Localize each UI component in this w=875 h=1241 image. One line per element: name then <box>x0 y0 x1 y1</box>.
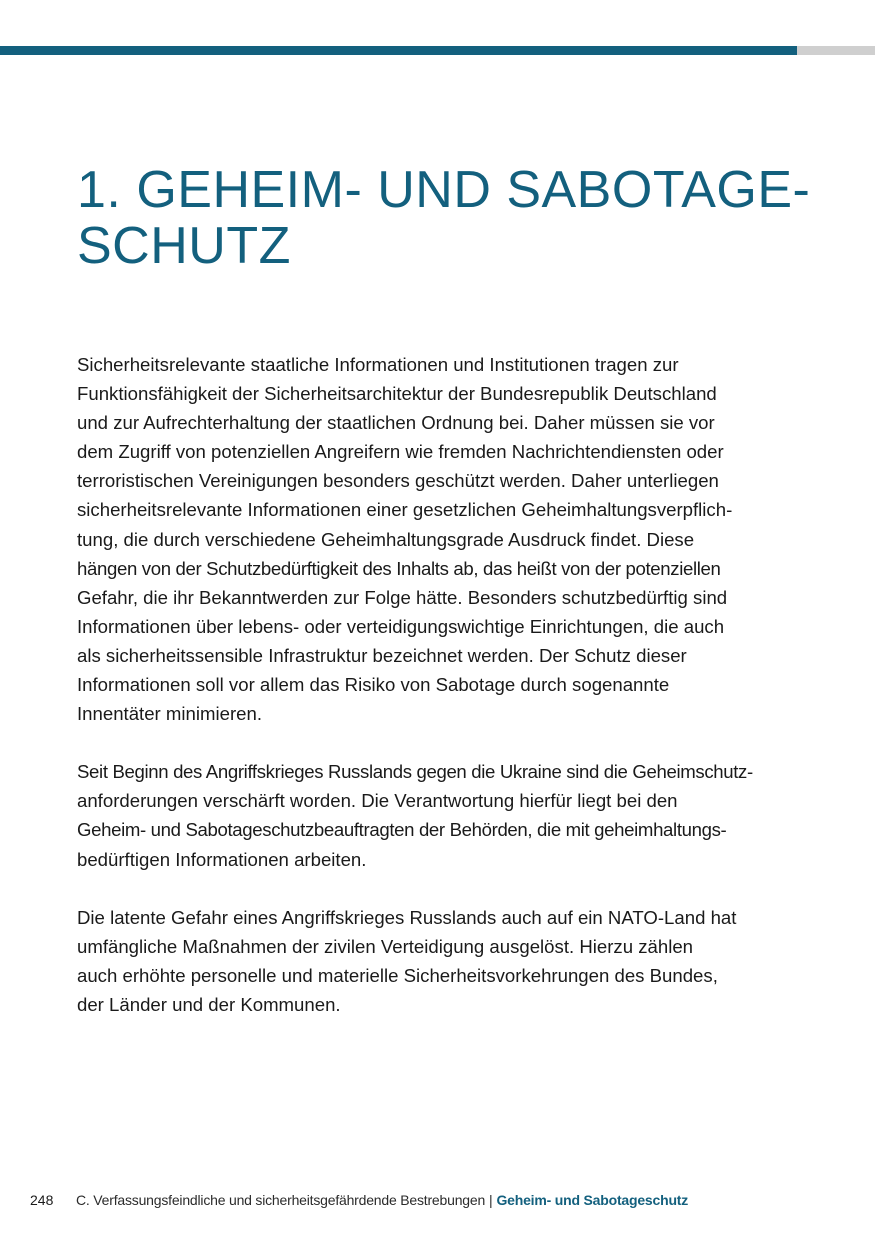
footer-section-label: C. Verfassungsfeindliche und sicherheitsgefährdende Bestrebungen <box>76 1192 486 1208</box>
page-title-line: SCHUTZ <box>77 217 291 275</box>
text-line: Innentäter minimieren. <box>77 703 262 725</box>
text-line: Seit Beginn des Angriffskrieges Russlands gegen die Ukraine sind die Geheimschutz- <box>77 761 753 783</box>
text-line: tung, die durch verschiedene Geheimhaltungsgrade Ausdruck findet. Diese <box>77 528 695 550</box>
footer-current-chapter: Geheim- und Sabotageschutz <box>496 1192 689 1208</box>
text-line: und zur Aufrechterhaltung der staatlichen Ordnung bei. Daher müssen sie vor <box>77 412 715 434</box>
text-line: Geheim- und Sabotageschutzbeauftragten der Behörden, die mit geheimhaltungs- <box>77 819 727 841</box>
text-line: terroristischen Vereinigungen besonders geschützt werden. Daher unterliegen <box>77 470 719 492</box>
text-line: der Länder und der Kommunen. <box>77 993 341 1015</box>
text-line: Informationen soll vor allem das Risiko von Sabotage durch sogenannte <box>77 674 670 696</box>
paragraph-2 <box>77 757 807 873</box>
page-title-line: 1. GEHEIM- UND SABOTAGE- <box>77 161 811 219</box>
footer-separator: | <box>488 1192 493 1208</box>
header-gray-bar <box>797 46 875 55</box>
text-line: Die latente Gefahr eines Angriffskrieges Russlands auch auf ein NATO-Land hat <box>77 906 737 928</box>
text-line: als sicherheitssensible Infrastruktur bezeichnet werden. Der Schutz dieser <box>77 644 687 666</box>
page-number: 248 <box>30 1192 54 1208</box>
text-line: Informationen über lebens- oder verteidigungswichtige Einrichtungen, die auch <box>77 615 725 637</box>
page-footer <box>30 1190 850 1210</box>
text-line: dem Zugriff von potenziellen Angreifern wie fremden Nachrichtendiensten oder <box>77 441 724 463</box>
text-line: auch erhöhte personelle und materielle Sicherheitsvorkehrungen des Bundes, <box>77 964 718 986</box>
text-line: umfängliche Maßnahmen der zivilen Verteidigung ausgelöst. Hierzu zählen <box>77 935 694 957</box>
text-line: hängen von der Schutzbedürftigkeit des Inhalts ab, das heißt von der potenziellen <box>77 557 721 579</box>
text-line: Gefahr, die ihr Bekanntwerden zur Folge hätte. Besonders schutzbedürftig sind <box>77 586 728 608</box>
text-line: Funktionsfähigkeit der Sicherheitsarchitektur der Bundesrepublik Deutschland <box>77 383 717 405</box>
text-line: sicherheitsrelevante Informationen einer gesetzlichen Geheimhaltungsverpflich- <box>77 499 733 521</box>
paragraph-1 <box>77 350 807 728</box>
paragraph-3 <box>77 903 807 1019</box>
body-text <box>77 350 807 1048</box>
page-title <box>77 162 817 274</box>
header-accent-bar <box>0 46 797 55</box>
text-line: bedürftigen Informationen arbeiten. <box>77 848 367 870</box>
text-line: Sicherheitsrelevante staatliche Informationen und Institutionen tragen zur <box>77 354 679 375</box>
text-line: anforderungen verschärft worden. Die Verantwortung hierfür liegt bei den <box>77 790 678 812</box>
